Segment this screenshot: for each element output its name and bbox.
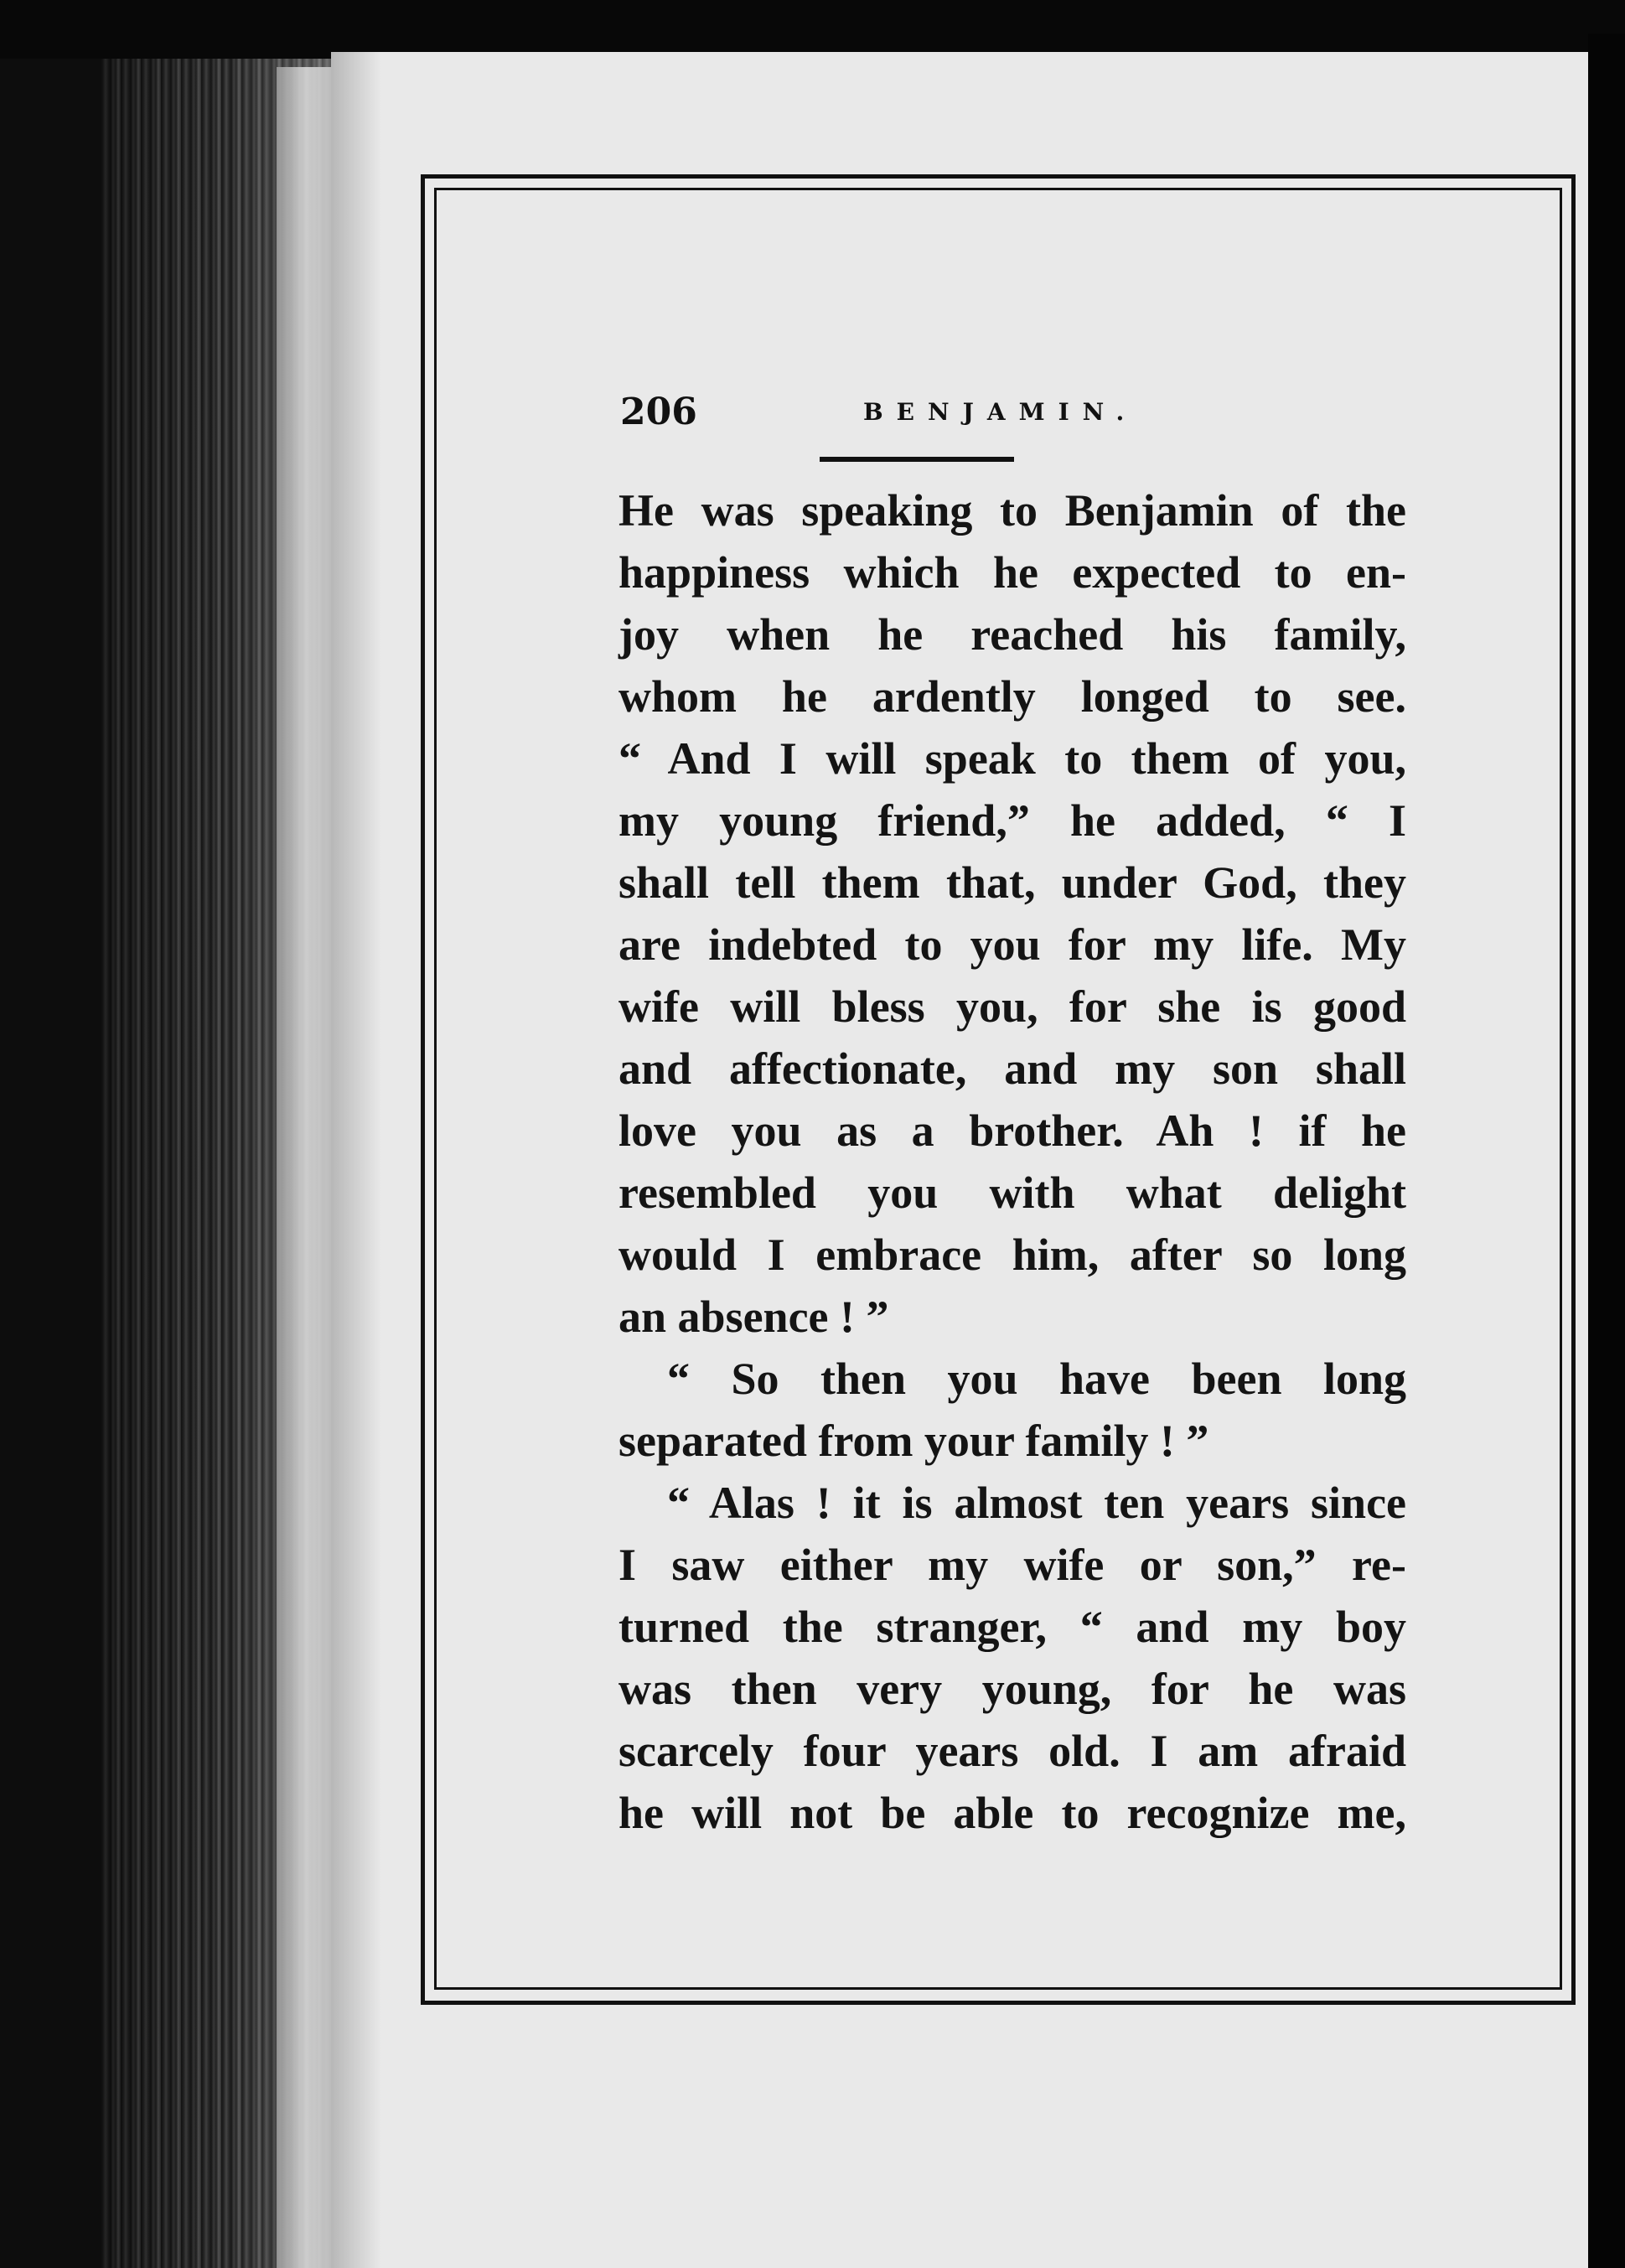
text-line: “ And I will speak to them of you, [618,733,1406,784]
text-line: an absence ! ” [618,1292,889,1342]
text-line: separated from your family ! ” [618,1416,1209,1466]
text-line: he will not be able to recognize me, [618,1788,1406,1838]
text-line: are indebted to you for my life. My [618,919,1406,970]
text-line: shall tell them that, under God, they [618,857,1406,908]
text-line: “ So then you have been long [667,1354,1406,1404]
text-line: wife will bless you, for she is good [618,981,1406,1032]
text-line: scarcely four years old. I am afraid [618,1726,1406,1776]
text-line: He was speaking to Benjamin of the [618,485,1406,536]
page-number: 206 [620,391,697,433]
text-line: and affectionate, and my son shall [618,1043,1406,1094]
text-line: love you as a brother. Ah ! if he [618,1106,1406,1156]
running-head [620,387,1567,438]
page-edge-highlight [277,67,335,2268]
text-line: my young friend,” he added, “ I [618,795,1406,846]
text-line: resembled you with what delight [618,1168,1406,1218]
text-line: was then very young, for he was [618,1664,1406,1714]
text-line: joy when he reached his family, [618,609,1406,660]
text-line: “ Alas ! it is almost ten years since [667,1478,1406,1528]
running-title: BENJAMIN. [863,398,1138,426]
text-line: whom he ardently longed to see. [618,671,1406,722]
text-line: happiness which he expected to en- [618,547,1406,598]
text-line: I saw either my wife or son,” re- [618,1540,1406,1590]
scan-right-edge [1588,34,1625,2268]
scan-background [0,0,1625,59]
header-rule [820,457,1014,462]
body-text [618,479,1406,1844]
text-line: would I embrace him, after so long [618,1230,1406,1280]
page-gutter-shade [331,52,381,2268]
text-line: turned the stranger, “ and my boy [618,1602,1406,1652]
